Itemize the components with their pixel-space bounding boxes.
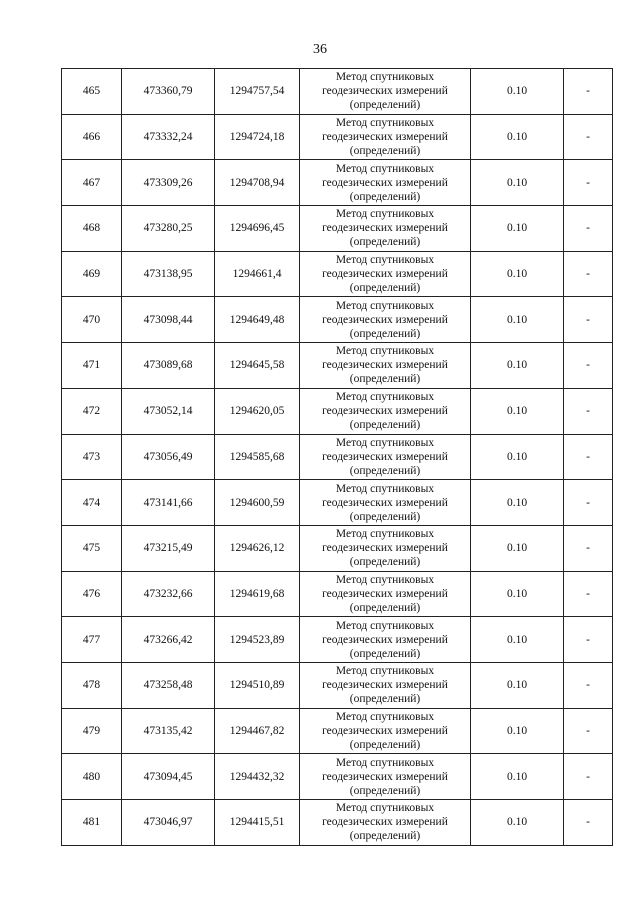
- x-coordinate-cell: 473332,24: [122, 114, 215, 160]
- x-coordinate-cell: 473215,49: [122, 525, 215, 571]
- method-line: Метод спутниковых: [335, 391, 435, 404]
- note-cell: -: [564, 434, 613, 480]
- method-line: (определений): [349, 784, 421, 797]
- table-row: [62, 708, 613, 754]
- point-number-cell: 477: [62, 617, 122, 663]
- method-line: (определений): [349, 601, 421, 614]
- method-line: Метод спутниковых: [335, 436, 435, 449]
- method-cell: [300, 480, 471, 526]
- method-cell: [300, 662, 471, 708]
- note-cell: -: [564, 708, 613, 754]
- note-cell: -: [564, 388, 613, 434]
- x-coordinate-cell: 473309,26: [122, 160, 215, 206]
- method-line: геодезических измерений: [322, 770, 448, 783]
- y-coordinate-cell: 1294415,51: [215, 800, 300, 846]
- method-line: геодезических измерений: [322, 313, 448, 326]
- method-cell: [300, 525, 471, 571]
- note-cell: -: [564, 251, 613, 297]
- y-coordinate-cell: 1294619,68: [215, 571, 300, 617]
- method-line: геодезических измерений: [322, 268, 448, 281]
- method-line: (определений): [349, 510, 421, 523]
- table-row: [62, 69, 613, 115]
- accuracy-cell: 0.10: [471, 69, 564, 115]
- x-coordinate-cell: 473360,79: [122, 69, 215, 115]
- y-coordinate-cell: 1294696,45: [215, 206, 300, 252]
- method-line: геодезических измерений: [322, 222, 448, 235]
- note-cell: -: [564, 343, 613, 389]
- accuracy-cell: 0.10: [471, 754, 564, 800]
- point-number-cell: 466: [62, 114, 122, 160]
- method-line: Метод спутниковых: [335, 619, 435, 632]
- method-cell: [300, 800, 471, 846]
- y-coordinate-cell: 1294600,59: [215, 480, 300, 526]
- point-number-cell: 474: [62, 480, 122, 526]
- method-line: Метод спутниковых: [335, 299, 435, 312]
- x-coordinate-cell: 473046,97: [122, 800, 215, 846]
- table-row: [62, 434, 613, 480]
- method-line: геодезических измерений: [322, 405, 448, 418]
- method-line: Метод спутниковых: [335, 482, 435, 495]
- x-coordinate-cell: 473089,68: [122, 343, 215, 389]
- point-number-cell: 465: [62, 69, 122, 115]
- x-coordinate-cell: 473094,45: [122, 754, 215, 800]
- note-cell: -: [564, 114, 613, 160]
- point-number-cell: 473: [62, 434, 122, 480]
- x-coordinate-cell: 473258,48: [122, 662, 215, 708]
- table-row: [62, 571, 613, 617]
- method-line: Метод спутниковых: [335, 162, 435, 175]
- method-line: геодезических измерений: [322, 587, 448, 600]
- method-line: Метод спутниковых: [335, 802, 435, 815]
- method-line: геодезических измерений: [322, 85, 448, 98]
- method-cell: [300, 434, 471, 480]
- method-cell: [300, 617, 471, 663]
- x-coordinate-cell: 473141,66: [122, 480, 215, 526]
- y-coordinate-cell: 1294645,58: [215, 343, 300, 389]
- table-row: [62, 114, 613, 160]
- coordinates-table-body: [62, 69, 613, 846]
- method-line: геодезических измерений: [322, 633, 448, 646]
- method-line: (определений): [349, 282, 421, 295]
- method-cell: [300, 251, 471, 297]
- point-number-cell: 478: [62, 662, 122, 708]
- y-coordinate-cell: 1294585,68: [215, 434, 300, 480]
- point-number-cell: 479: [62, 708, 122, 754]
- point-number-cell: 468: [62, 206, 122, 252]
- x-coordinate-cell: 473135,42: [122, 708, 215, 754]
- x-coordinate-cell: 473232,66: [122, 571, 215, 617]
- method-line: (определений): [349, 464, 421, 477]
- method-cell: [300, 571, 471, 617]
- method-cell: [300, 388, 471, 434]
- y-coordinate-cell: 1294432,32: [215, 754, 300, 800]
- method-line: (определений): [349, 99, 421, 112]
- point-number-cell: 476: [62, 571, 122, 617]
- method-line: Метод спутниковых: [335, 528, 435, 541]
- table-row: [62, 480, 613, 526]
- note-cell: -: [564, 297, 613, 343]
- method-line: Метод спутниковых: [335, 71, 435, 84]
- method-line: Метод спутниковых: [335, 208, 435, 221]
- table-row: [62, 662, 613, 708]
- accuracy-cell: 0.10: [471, 206, 564, 252]
- method-line: (определений): [349, 190, 421, 203]
- note-cell: -: [564, 525, 613, 571]
- point-number-cell: 470: [62, 297, 122, 343]
- table-row: [62, 251, 613, 297]
- point-number-cell: 469: [62, 251, 122, 297]
- method-line: геодезических измерений: [322, 496, 448, 509]
- accuracy-cell: 0.10: [471, 114, 564, 160]
- method-cell: [300, 343, 471, 389]
- y-coordinate-cell: 1294757,54: [215, 69, 300, 115]
- note-cell: -: [564, 206, 613, 252]
- accuracy-cell: 0.10: [471, 297, 564, 343]
- table-row: [62, 800, 613, 846]
- method-line: Метод спутниковых: [335, 665, 435, 678]
- method-line: геодезических измерений: [322, 679, 448, 692]
- table-row: [62, 525, 613, 571]
- method-line: геодезических измерений: [322, 542, 448, 555]
- accuracy-cell: 0.10: [471, 617, 564, 663]
- y-coordinate-cell: 1294649,48: [215, 297, 300, 343]
- method-line: (определений): [349, 556, 421, 569]
- accuracy-cell: 0.10: [471, 480, 564, 526]
- y-coordinate-cell: 1294523,89: [215, 617, 300, 663]
- method-line: (определений): [349, 693, 421, 706]
- method-line: геодезических измерений: [322, 816, 448, 829]
- method-cell: [300, 754, 471, 800]
- note-cell: -: [564, 662, 613, 708]
- note-cell: -: [564, 69, 613, 115]
- table-row: [62, 388, 613, 434]
- method-cell: [300, 160, 471, 206]
- point-number-cell: 475: [62, 525, 122, 571]
- point-number-cell: 480: [62, 754, 122, 800]
- accuracy-cell: 0.10: [471, 434, 564, 480]
- method-line: (определений): [349, 830, 421, 843]
- method-cell: [300, 114, 471, 160]
- accuracy-cell: 0.10: [471, 343, 564, 389]
- method-line: геодезических измерений: [322, 131, 448, 144]
- y-coordinate-cell: 1294661,4: [215, 251, 300, 297]
- accuracy-cell: 0.10: [471, 800, 564, 846]
- note-cell: -: [564, 617, 613, 663]
- method-line: Метод спутниковых: [335, 756, 435, 769]
- y-coordinate-cell: 1294620,05: [215, 388, 300, 434]
- note-cell: -: [564, 754, 613, 800]
- method-line: (определений): [349, 647, 421, 660]
- note-cell: -: [564, 800, 613, 846]
- x-coordinate-cell: 473052,14: [122, 388, 215, 434]
- point-number-cell: 471: [62, 343, 122, 389]
- method-cell: [300, 297, 471, 343]
- method-line: Метод спутниковых: [335, 573, 435, 586]
- y-coordinate-cell: 1294510,89: [215, 662, 300, 708]
- point-number-cell: 481: [62, 800, 122, 846]
- method-line: (определений): [349, 145, 421, 158]
- method-line: геодезических измерений: [322, 359, 448, 372]
- page-number: 36: [313, 42, 327, 57]
- x-coordinate-cell: 473266,42: [122, 617, 215, 663]
- table-row: [62, 754, 613, 800]
- coordinates-table: [61, 68, 613, 846]
- method-line: геодезических измерений: [322, 176, 448, 189]
- accuracy-cell: 0.10: [471, 388, 564, 434]
- table-row: [62, 343, 613, 389]
- y-coordinate-cell: 1294626,12: [215, 525, 300, 571]
- method-line: Метод спутниковых: [335, 345, 435, 358]
- y-coordinate-cell: 1294467,82: [215, 708, 300, 754]
- method-cell: [300, 708, 471, 754]
- method-line: Метод спутниковых: [335, 710, 435, 723]
- table-row: [62, 206, 613, 252]
- note-cell: -: [564, 160, 613, 206]
- method-line: (определений): [349, 419, 421, 432]
- note-cell: -: [564, 480, 613, 526]
- table-row: [62, 617, 613, 663]
- table-row: [62, 160, 613, 206]
- method-line: Метод спутниковых: [335, 254, 435, 267]
- x-coordinate-cell: 473280,25: [122, 206, 215, 252]
- x-coordinate-cell: 473056,49: [122, 434, 215, 480]
- x-coordinate-cell: 473138,95: [122, 251, 215, 297]
- accuracy-cell: 0.10: [471, 160, 564, 206]
- y-coordinate-cell: 1294708,94: [215, 160, 300, 206]
- accuracy-cell: 0.10: [471, 571, 564, 617]
- method-line: геодезических измерений: [322, 724, 448, 737]
- table-row: [62, 297, 613, 343]
- method-cell: [300, 206, 471, 252]
- accuracy-cell: 0.10: [471, 251, 564, 297]
- method-line: (определений): [349, 373, 421, 386]
- accuracy-cell: 0.10: [471, 525, 564, 571]
- method-cell: [300, 69, 471, 115]
- y-coordinate-cell: 1294724,18: [215, 114, 300, 160]
- method-line: Метод спутниковых: [335, 117, 435, 130]
- x-coordinate-cell: 473098,44: [122, 297, 215, 343]
- point-number-cell: 472: [62, 388, 122, 434]
- accuracy-cell: 0.10: [471, 662, 564, 708]
- note-cell: -: [564, 571, 613, 617]
- method-line: геодезических измерений: [322, 450, 448, 463]
- method-line: (определений): [349, 327, 421, 340]
- method-line: (определений): [349, 236, 421, 249]
- accuracy-cell: 0.10: [471, 708, 564, 754]
- method-line: (определений): [349, 738, 421, 751]
- point-number-cell: 467: [62, 160, 122, 206]
